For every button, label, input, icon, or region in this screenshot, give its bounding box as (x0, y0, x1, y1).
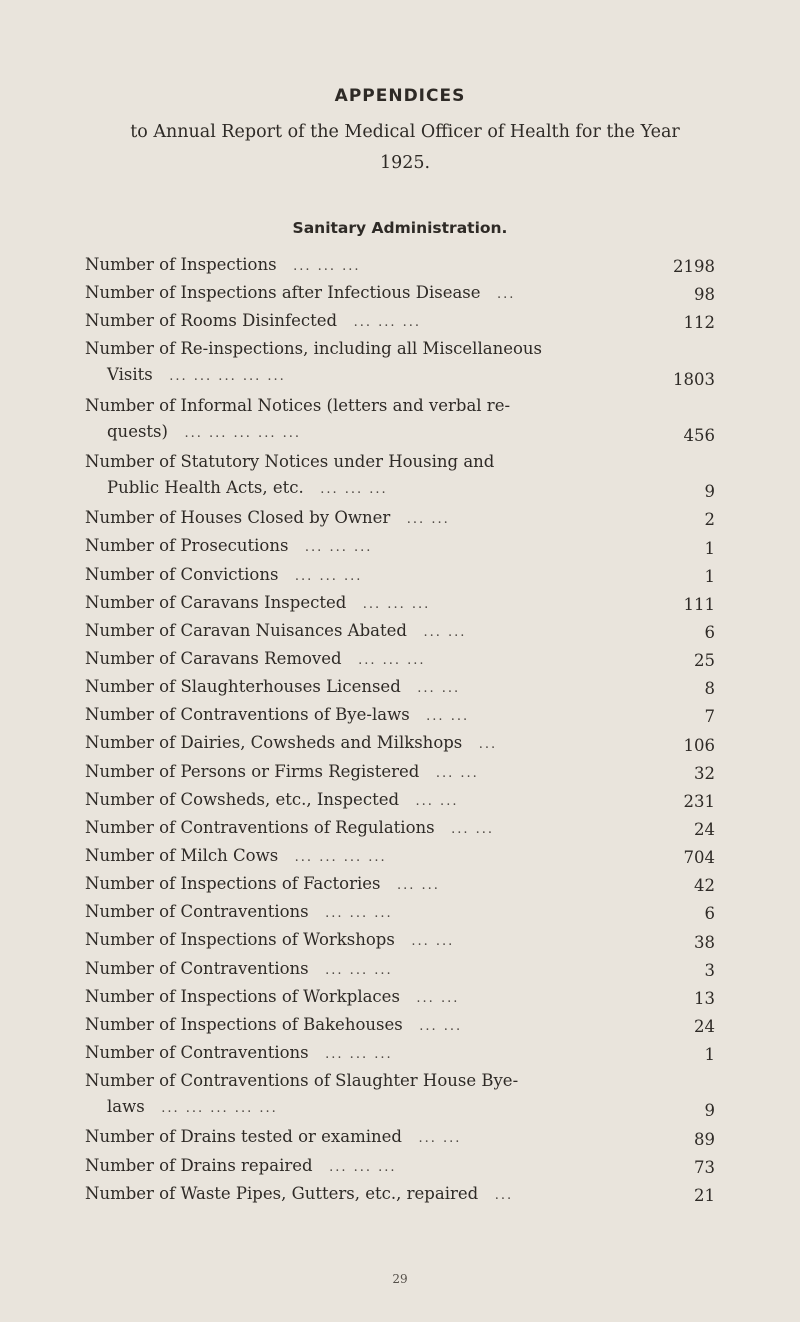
table-row (85, 561, 715, 589)
row-label-text: Number of Milch Cows (85, 846, 279, 865)
row-value: 9 (704, 1101, 715, 1121)
leader-dots: ... ... (411, 934, 455, 950)
row-label (85, 565, 655, 584)
row-value: 112 (683, 313, 715, 333)
table-row (85, 532, 715, 560)
leader-dots: ... ... ... (325, 906, 393, 922)
table-row (85, 279, 715, 307)
row-label (85, 874, 655, 893)
row-label (85, 339, 655, 384)
row-label (85, 818, 655, 837)
row-label-text: Number of Contraventions (85, 1042, 309, 1062)
report-subtitle: to Annual Report of the Medical Officer of Health for the Year 1925. (130, 122, 680, 173)
row-value: 89 (694, 1129, 715, 1149)
row-value: 21 (694, 1185, 715, 1205)
row-value: 9 (704, 482, 715, 502)
leader-dots: ... ... (416, 990, 460, 1006)
leader-dots: ... ... ... ... ... (161, 1101, 278, 1117)
table-row (85, 645, 715, 673)
row-label (85, 705, 655, 724)
leader-dots: ... ... (415, 793, 459, 809)
row-label-text: Number of Waste Pipes, Gutters, etc., repaired (85, 1183, 479, 1203)
row-label-text-2: laws (107, 1097, 145, 1117)
row-label-text: Number of Convictions (85, 564, 279, 584)
leader-dots: ... (497, 287, 516, 303)
table-row (85, 673, 715, 701)
leader-dots: ... ... (435, 765, 479, 781)
row-label-text: Number of Inspections of Workplaces (85, 986, 400, 1006)
table-row (85, 842, 715, 870)
page-number: 29 (392, 1272, 408, 1286)
row-label (85, 762, 655, 781)
table-row (85, 617, 715, 645)
row-label-text: Number of Drains repaired (85, 1155, 313, 1175)
table-row (85, 758, 715, 786)
row-label-text: Number of Persons or Firms Registered (85, 761, 420, 781)
row-value: 38 (694, 932, 715, 952)
table-row (85, 898, 715, 926)
table-row (85, 955, 715, 983)
row-label-text: Number of Inspections (85, 255, 277, 274)
table-row (85, 589, 715, 617)
table-row (85, 1180, 715, 1208)
row-value: 1 (704, 538, 715, 558)
row-value: 106 (683, 735, 715, 755)
row-label-text: Number of Caravan Nuisances Abated (85, 620, 407, 640)
table-row (85, 504, 715, 532)
row-label (85, 1071, 655, 1116)
row-label-text: Number of Slaughterhouses Licensed (85, 677, 401, 697)
leader-dots: ... ... ... (325, 962, 393, 978)
table-row (85, 448, 715, 504)
row-value: 42 (694, 876, 715, 896)
row-label (85, 930, 655, 949)
row-value: 6 (704, 904, 715, 924)
row-label (85, 959, 655, 978)
table-row (85, 307, 715, 335)
table-row (85, 1039, 715, 1067)
row-label-text: Number of Caravans Inspected (85, 592, 347, 612)
section-title: Sanitary Administration. (292, 219, 508, 237)
row-label (85, 902, 655, 921)
table-row (85, 983, 715, 1011)
row-value: 231 (683, 791, 715, 811)
leader-dots: ... ... ... ... (294, 850, 387, 865)
leader-dots: ... ... (419, 1018, 463, 1034)
row-value: 1 (704, 566, 715, 586)
row-label-text: Number of Contraventions of Bye-laws (85, 705, 410, 725)
row-label (85, 649, 655, 668)
leader-dots: ... ... (396, 878, 440, 894)
row-label (85, 283, 655, 302)
leader-dots: ... ... ... (358, 653, 426, 669)
row-label-text: Number of Contraventions (85, 902, 309, 922)
table-row (85, 1011, 715, 1039)
row-label-text: Number of Drains tested or examined (85, 1127, 402, 1147)
row-label (85, 1156, 655, 1175)
row-value: 8 (704, 679, 715, 699)
row-label (85, 846, 655, 865)
row-label (85, 396, 655, 441)
row-label-text: Number of Contraventions of Slaughter House Bye- (85, 1071, 519, 1091)
table-row (85, 335, 715, 391)
leader-dots: ... ... ... (325, 1046, 393, 1062)
row-value: 704 (683, 848, 715, 868)
row-label (85, 311, 655, 330)
row-label-text: Number of Prosecutions (85, 536, 289, 556)
table-row (85, 251, 715, 279)
table-row (85, 786, 715, 814)
row-value: 1803 (673, 369, 715, 389)
row-label-text: Number of Inspections after Infectious Disease (85, 283, 481, 303)
row-label (85, 452, 655, 497)
row-value: 6 (704, 623, 715, 643)
table-row (85, 701, 715, 729)
table-row (85, 729, 715, 757)
leader-dots: ... ... ... (353, 315, 422, 331)
row-label (85, 536, 655, 555)
leader-dots: ... ... (451, 821, 495, 837)
row-label (85, 733, 655, 752)
row-value: 24 (694, 820, 715, 839)
row-value: 3 (704, 960, 715, 980)
row-value: 13 (694, 988, 715, 1008)
row-label-text: Number of Caravans Removed (85, 649, 342, 669)
leader-dots: ... ... ... (362, 596, 431, 612)
row-label-text-2: quests) (107, 421, 168, 441)
row-value: 2198 (673, 257, 715, 277)
table-row (85, 926, 715, 954)
row-label (85, 508, 655, 527)
leader-dots: ... ... ... (304, 540, 373, 556)
leader-dots: ... ... ... (320, 482, 388, 498)
row-label-text: Number of Informal Notices (letters and verbal re- (85, 395, 511, 415)
row-label-text: Number of Re-inspections, including all Miscellaneous (85, 339, 542, 359)
table-row (85, 1067, 715, 1123)
leader-dots: ... ... (426, 709, 470, 725)
statistics-table (85, 251, 715, 1208)
table-row (85, 392, 715, 448)
leader-dots: ... ... ... (329, 1159, 397, 1175)
table-row (85, 1152, 715, 1180)
row-label-text: Number of Houses Closed by Owner (85, 508, 391, 528)
row-label-continuation (85, 365, 655, 384)
row-value: 98 (694, 285, 715, 305)
row-value: 456 (683, 426, 715, 446)
row-value: 24 (694, 1016, 715, 1036)
appendices-heading: APPENDICES (334, 86, 466, 106)
row-label-text: Number of Contraventions of Regulations (85, 817, 435, 837)
row-label-continuation (85, 422, 655, 441)
table-row (85, 1123, 715, 1151)
row-label (85, 593, 655, 612)
leader-dots: ... (494, 1187, 514, 1203)
row-value: 7 (704, 707, 715, 727)
row-label (85, 1015, 655, 1034)
row-value: 25 (694, 651, 715, 671)
leader-dots: ... ... ... ... ... (184, 425, 301, 441)
row-label-text: Number of Inspections of Factories (85, 874, 381, 894)
row-label-text: Number of Statutory Notices under Housing and (85, 452, 495, 472)
row-label-text: Number of Dairies, Cowsheds and Milkshops (85, 733, 463, 753)
row-value: 1 (704, 1045, 715, 1065)
row-value: 2 (704, 510, 715, 530)
row-label (85, 987, 655, 1006)
leader-dots: ... ... (423, 624, 467, 640)
leader-dots: ... ... ... ... ... (169, 369, 286, 385)
leader-dots: ... ... ... (293, 259, 361, 274)
leader-dots: ... ... (418, 1131, 462, 1147)
leader-dots: ... ... (406, 512, 450, 528)
row-value: 73 (694, 1157, 715, 1177)
row-label (85, 677, 655, 696)
table-row (85, 814, 715, 842)
row-value: 111 (683, 594, 715, 614)
row-label (85, 255, 655, 274)
row-label-continuation (85, 1097, 655, 1116)
row-label-text: Number of Cowsheds, etc., Inspected (85, 789, 400, 809)
row-label (85, 1127, 655, 1146)
row-label-text-2: Public Health Acts, etc. (107, 478, 304, 498)
row-label-continuation (85, 478, 655, 497)
leader-dots: ... ... (417, 681, 461, 697)
row-label-text: Number of Inspections of Workshops (85, 930, 395, 950)
row-label (85, 1184, 655, 1203)
row-label-text: Number of Contraventions (85, 958, 309, 978)
table-row (85, 870, 715, 898)
row-label-text: Number of Inspections of Bakehouses (85, 1014, 403, 1034)
leader-dots: ... ... ... (294, 568, 363, 584)
row-label (85, 621, 655, 640)
row-label-text-2: Visits (107, 365, 153, 385)
row-label (85, 790, 655, 809)
row-label (85, 1043, 655, 1062)
row-label-text: Number of Rooms Disinfected (85, 311, 338, 331)
leader-dots: ... (478, 737, 498, 753)
row-value: 32 (694, 763, 715, 783)
